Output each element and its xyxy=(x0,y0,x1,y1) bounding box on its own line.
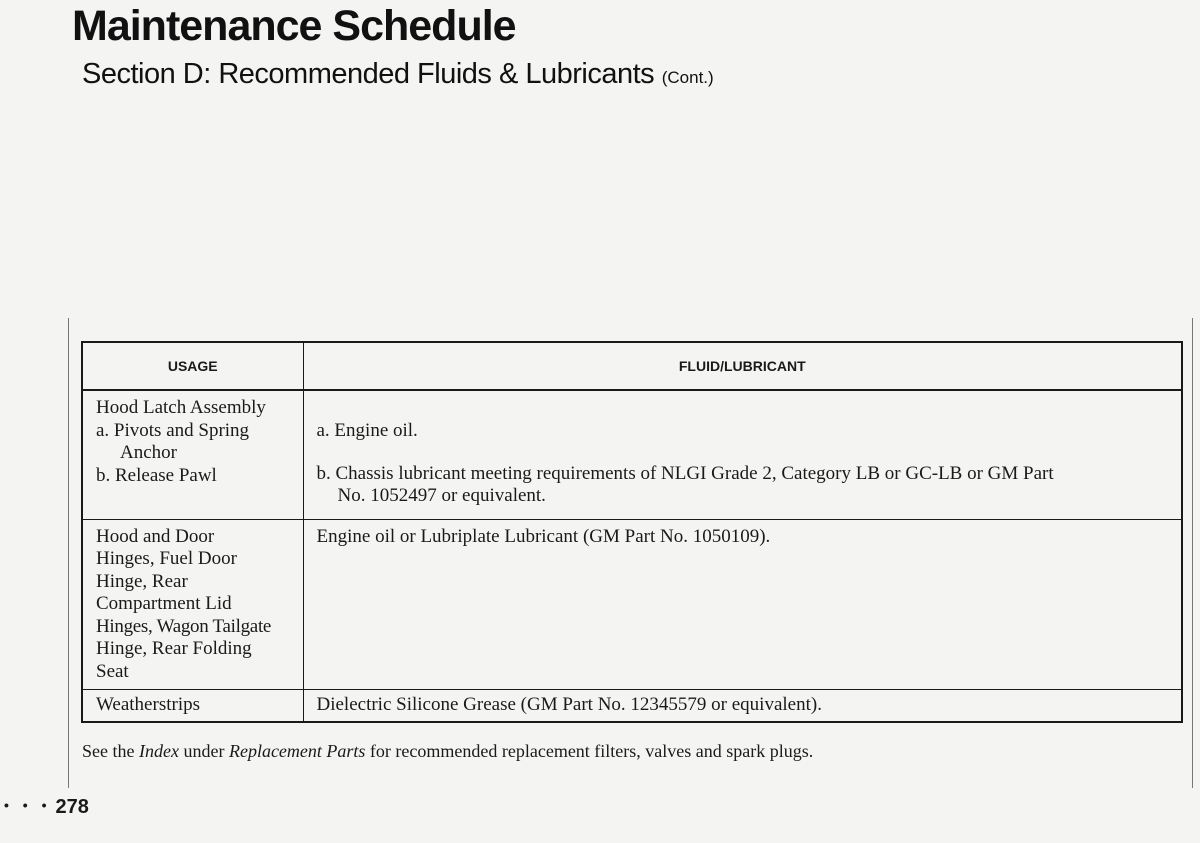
usage-line: Seat xyxy=(96,660,129,682)
right-margin-rule xyxy=(1192,318,1193,788)
usage-line: Compartment Lid xyxy=(96,593,232,614)
note-suffix: for recommended replacement filters, valves and spark plugs. xyxy=(369,741,814,761)
section-subtitle-text: Section D: Recommended Fluids & Lubricants xyxy=(82,58,655,90)
usage-cell xyxy=(82,519,303,689)
usage-line: Hinges, Wagon Tailgate xyxy=(96,615,272,637)
section-subtitle xyxy=(82,58,714,91)
fluid-option-b: b. Chassis lubricant meeting requirements of NLGI Grade 2, Category LB or GC-LB or GM Part No. 1052497 or equivalent. xyxy=(316,462,1054,506)
usage-line: Hinge, Rear Folding xyxy=(96,638,252,659)
fluids-table xyxy=(81,341,1183,723)
table-row xyxy=(82,390,1182,519)
table-row xyxy=(82,519,1182,689)
usage-line: Hood and Door xyxy=(96,525,215,547)
table-row xyxy=(82,689,1182,722)
page-number: 278 xyxy=(55,796,89,818)
table-header-row xyxy=(82,342,1182,390)
footer-dots: • • • xyxy=(4,797,52,813)
usage-line: Hinges, Fuel Door xyxy=(96,548,237,569)
usage-title: Hood Latch Assembly xyxy=(96,397,266,418)
fluid-cell: Dielectric Silicone Grease (GM Part No. 12345579 or equivalent). xyxy=(303,689,1182,722)
note-middle: under xyxy=(183,741,225,761)
index-reference: Index xyxy=(138,741,179,761)
note-prefix: See the xyxy=(82,741,135,761)
usage-line: Hinge, Rear xyxy=(96,570,188,592)
page-footer xyxy=(4,796,89,819)
replacement-parts-reference: Replacement Parts xyxy=(228,741,366,761)
continued-marker: (Cont.) xyxy=(661,68,714,87)
fluid-option-a: a. Engine oil. xyxy=(316,420,418,441)
page-title: Maintenance Schedule xyxy=(72,2,516,50)
fluid-cell xyxy=(303,390,1182,519)
usage-cell xyxy=(82,390,303,519)
replacement-parts-note xyxy=(82,741,813,762)
usage-column-header: USAGE xyxy=(82,342,303,390)
usage-item-a-continued: Anchor xyxy=(120,442,177,463)
usage-cell: Weatherstrips xyxy=(82,689,303,722)
fluid-cell: Engine oil or Lubriplate Lubricant (GM Part No. 1050109). xyxy=(303,519,1182,689)
fluid-column-header: FLUID/LUBRICANT xyxy=(303,342,1182,390)
left-margin-rule xyxy=(68,318,69,788)
usage-item-b: b. Release Pawl xyxy=(96,464,217,486)
usage-item-a: a. Pivots and Spring xyxy=(96,419,250,441)
